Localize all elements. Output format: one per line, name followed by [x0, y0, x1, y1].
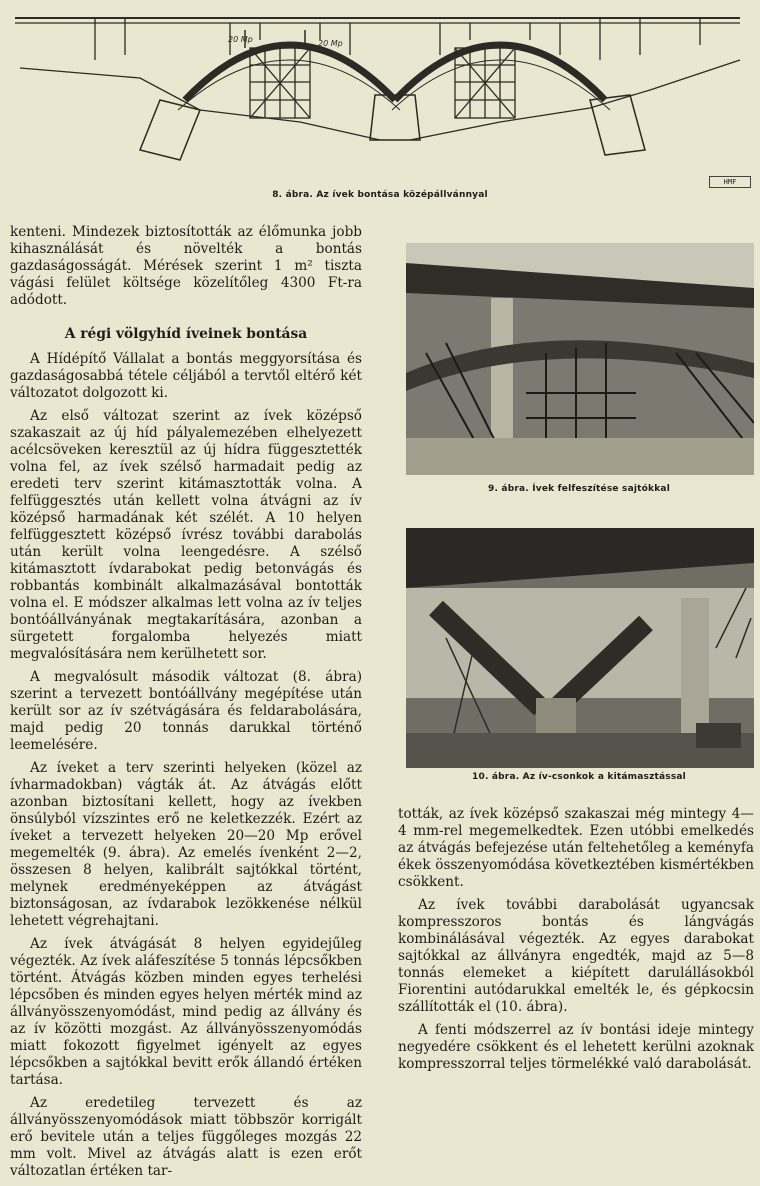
figure-8-bridge-drawing: [0, 0, 760, 182]
figure-10-caption: 10. ábra. Az ív-csonkok a kitámasztással: [472, 772, 686, 782]
figure-8-caption: 8. ábra. Az ívek bontása középállvánnyal: [272, 190, 488, 200]
load-label-2: 20 Mp: [318, 39, 343, 48]
paragraph-2: Az első változat szerint az ívek középső szakaszait az új híd pályalemezében elhelyezett acélcsöveken keresztül az új hídra függesztették volna fel, az ívek szélső harmadait pedig az eredeti terv szerint kitámasztották volna. A felfüggesztés után kellett volna átvágni az ív középső harmadának két szélét. A 10 helyen felfüggesztett középső ívrész további darabolás után került volna leengedésre. A szélső kitámasztott ívdarabokat pedig betonvágás és robbantás kombinált alkalmazásával bontották volna el. E módszer alkalmas lett volna az ív teljes bontóállványának megtakarítására, azonban a sürgetett forgalomba helyezés miatt megvalósítására nem kerülhetett sor.: [10, 408, 362, 662]
intro-paragraph: kenteni. Mindezek biztosították az élőmunka jobb kihasználását és növelték a bontás gazdaságosságát. Mérések szerint 1 m² tiszta vágási felület költsége közelítőleg 4300 Ft-ra adódott.: [10, 224, 362, 308]
figure-9-photo: [406, 243, 754, 475]
right-column: [398, 806, 754, 1079]
figure-8-stamp: HMF: [709, 176, 751, 188]
paragraph-7: Az ívek további darabolását ugyancsak kompresszoros bontás és lángvágás kombinálásával végezték. Az egyes darabokat sajtókkal az állványra engedték, majd az 5—8 tonnás elemeket a kiépített darulállásokból Fiorentini autódarukkal emelték le, és gépkocsin szállították el (10. ábra).: [398, 897, 754, 1015]
left-column: [10, 224, 362, 1186]
paragraph-4: Az íveket a terv szerinti helyeken (közel az ívharmadokban) vágták át. Az átvágás előtt azonban biztosítani kellett, hogy az ívekben önsúlyból vízszintes erő ne keletkezzék. Ezért az íveket a tervezett helyeken 20—20 Mp erővel megemelték (9. ábra). Az emelés ívenként 2—2, összesen 8 helyen, kalibrált sajtókkal történt, melynek eredményeképpen az átvágást biztonságosan, az ívdarabok lezökkenése nélkül lehetett végrehajtani.: [10, 760, 362, 929]
paragraph-5: Az ívek átvágását 8 helyen egyidejűleg végezték. Az ívek aláfeszítése 5 tonnás lépcsőkben történt. Átvágás közben minden egyes terhelési lépcsőben és minden egyes helyen mérték mind az állványösszenyomódást, mind pedig az állvány és az ív közötti mozgást. Az állványösszenyomódás miatt fokozott figyelmet igényelt az egyes lépcsőkben a sajtókkal bevitt erők állandó értéken tartása.: [10, 936, 362, 1088]
continuation-paragraph: tották, az ívek középső szakaszai még mintegy 4—4 mm-rel megemelkedtek. Ezen utóbbi emelkedés az átvágás befejezése után feltehetőleg a keményfa ékek összenyomódása következtében kismértékben csökkent.: [398, 806, 754, 890]
figure-9-caption: 9. ábra. Ívek felfeszítése sajtókkal: [488, 484, 670, 494]
load-label-1: 20 Mp: [228, 35, 253, 44]
paragraph-8: A fenti módszerrel az ív bontási ideje mintegy negyedére csökkent és el lehetett kerülni azoknak kompresszorral teljes törmelékké való darabolását.: [398, 1022, 754, 1072]
paragraph-1: A Hídépítő Vállalat a bontás meggyorsítása és gazdaságosabbá tétele céljából a tervtől eltérő két változatot dolgozott ki.: [10, 351, 362, 401]
paragraph-3: A megvalósult második változat (8. ábra) szerint a tervezett bontóállvány megépítése után került sor az ív szétvágására és feldarabolására, majd pedig 20 tonnás darukkal történő leemelésére.: [10, 669, 362, 753]
section-heading: A régi völgyhíd íveinek bontása: [64, 326, 308, 342]
paragraph-6: Az eredetileg tervezett és az állványösszenyomódások miatt többször korrigált erő bevitele után a teljes függőleges mozgás 22 mm volt. Mivel az átvágás alatt is ezen erőt változatlan értéken tar-: [10, 1095, 362, 1179]
figure-10-photo: [406, 528, 754, 768]
